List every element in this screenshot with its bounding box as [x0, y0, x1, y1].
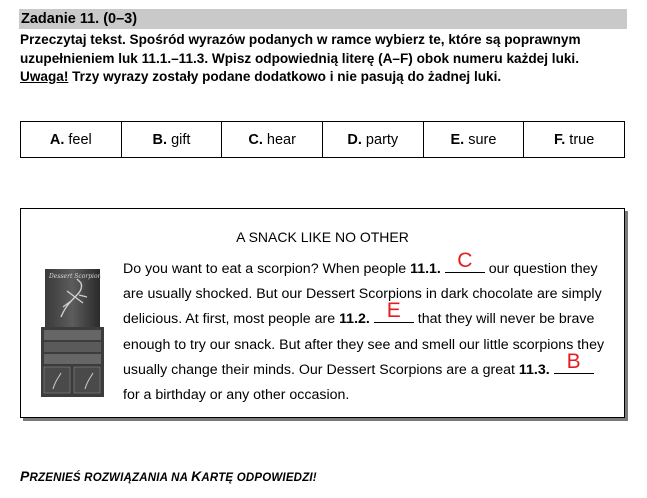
option-letter: C.	[248, 131, 263, 148]
footer-smallcaps: ARTĘ ODPOWIEDZI!	[201, 472, 317, 484]
instruction-line-1: Przeczytaj tekst. Spośród wyrazów podanych w ramce wybierz te, które są poprawnym	[20, 32, 581, 47]
option-e	[423, 122, 524, 158]
option-word: hear	[262, 131, 296, 148]
note-label: Uwaga!	[20, 69, 69, 84]
task-header	[19, 9, 627, 29]
passage	[123, 249, 619, 408]
text-segment: delicious. At first, most people are	[123, 311, 340, 328]
option-a	[21, 122, 122, 158]
option-c	[222, 122, 323, 158]
passage-line-5	[123, 349, 619, 383]
instruction-note	[20, 68, 632, 87]
instruction-line-2: uzupełnieniem luk 11.1.–11.3. Wpisz odpowiednią literę (A–F) obok numeru każdej luki.	[20, 50, 579, 66]
option-word: gift	[167, 131, 191, 148]
gap-11-3	[554, 349, 594, 374]
answer-11-3: B	[566, 349, 581, 373]
option-letter: A.	[49, 131, 65, 148]
passage-line-4: enough to try our snack. But after they see and smell our little scorpions they	[123, 336, 605, 353]
option-letter: F.	[553, 131, 566, 148]
scorpion-product-image	[41, 267, 104, 397]
option-word: true	[565, 131, 595, 148]
answer-11-2: E	[386, 299, 401, 323]
answer-11-1: C	[457, 249, 473, 272]
option-d	[322, 122, 423, 158]
text-segment: usually change their minds. Our Dessert Scorpions are a great	[123, 361, 519, 378]
gap-11-1	[445, 249, 485, 273]
note-text: Trzy wyrazy zostały podane dodatkowo i nie pasują do żadnej luki.	[68, 69, 502, 84]
passage-line-1	[123, 249, 619, 282]
passage-line-6: for a birthday or any other occasion.	[123, 387, 350, 404]
gap-number-11-3: 11.3.	[518, 361, 550, 378]
text-segment: Do you want to eat a scorpion? When people	[123, 261, 411, 277]
text-box	[20, 208, 625, 418]
footer-smallcaps: RZENIEŚ ROZWIĄZANIA NA	[29, 472, 192, 484]
gap-number-11-2: 11.2.	[339, 311, 370, 328]
options-table	[20, 121, 625, 158]
option-letter: E.	[450, 131, 465, 148]
option-word: feel	[64, 131, 92, 148]
footer-cap: P	[20, 468, 30, 484]
text-segment: that they will never be brave	[413, 311, 595, 328]
instructions	[20, 31, 632, 87]
task-title: Zadanie 11. (0–3)	[21, 11, 138, 27]
box-title: A SNACK LIKE NO OTHER	[236, 229, 409, 245]
text-segment: our question they	[484, 261, 598, 277]
footer-cap: K	[191, 468, 202, 484]
image-brand-label: Dessert Scorpion	[49, 273, 102, 280]
option-f	[524, 122, 625, 158]
gap-number-11-1: 11.1.	[410, 261, 441, 277]
passage-line-2: are usually shocked. But our Dessert Scorpions in dark chocolate are simply	[123, 286, 602, 303]
option-b	[121, 122, 222, 158]
option-letter: B.	[152, 131, 168, 148]
option-letter: D.	[347, 131, 362, 148]
option-word: sure	[464, 131, 497, 148]
passage-line-3	[123, 299, 619, 332]
footer-instruction	[20, 468, 317, 484]
gap-11-2	[374, 299, 414, 323]
option-word: party	[361, 131, 399, 148]
